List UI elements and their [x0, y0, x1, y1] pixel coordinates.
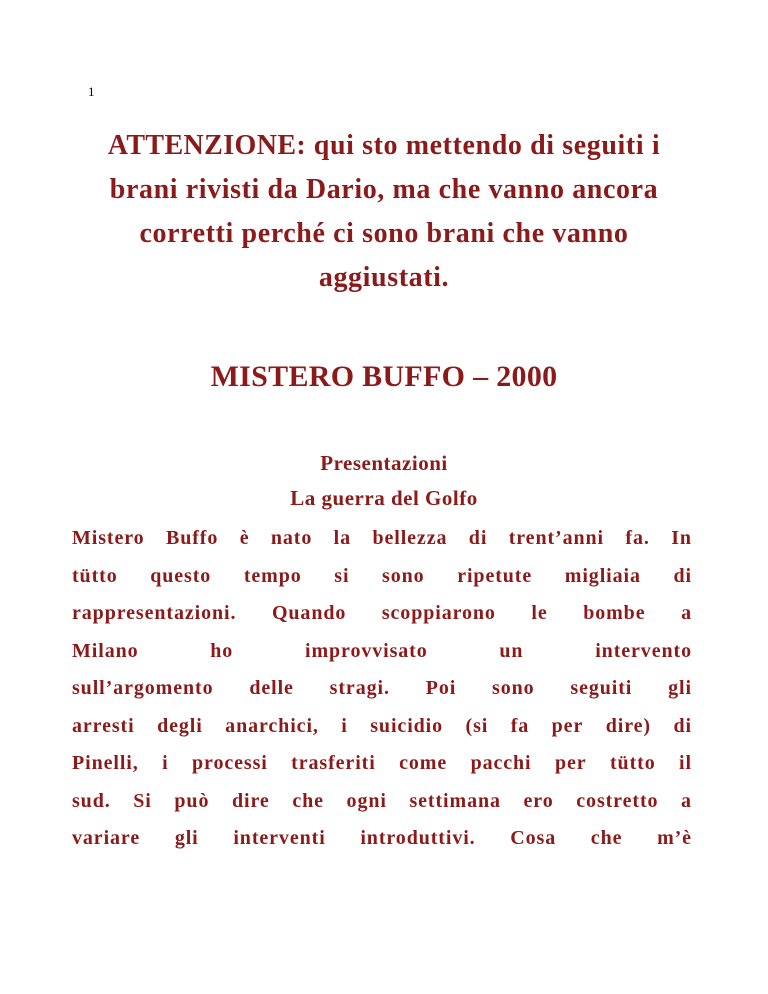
notice-lead: ATTENZIONE: [107, 130, 307, 161]
paragraph-word: degli [157, 714, 203, 737]
paragraph-word: seguiti [570, 677, 633, 699]
paragraph-line [72, 595, 692, 633]
paragraph-word: sono [492, 677, 535, 699]
paragraph-word: i [162, 752, 169, 774]
paragraph-word: per [554, 752, 587, 774]
paragraph-word: nato [270, 527, 313, 549]
paragraph-word: (si [465, 714, 489, 737]
paragraph-word: a [681, 789, 692, 812]
paragraph-word: a [681, 602, 692, 624]
paragraph-word: ero [523, 789, 554, 812]
paragraph-word: gli [668, 677, 692, 699]
paragraph-word: Pinelli, [72, 752, 139, 774]
paragraph-line [72, 633, 692, 671]
paragraph-word: m’è [657, 827, 692, 849]
paragraph-word: processi [192, 752, 268, 774]
paragraph-word: Mistero [72, 527, 145, 549]
notice-line: brani rivisti da Dario, ma che vanno ancora [109, 174, 659, 205]
paragraph-word: Poi [425, 677, 457, 699]
notice-line [70, 124, 698, 168]
paragraph-word: bellezza [372, 527, 448, 549]
paragraph-word: Si [133, 789, 152, 812]
notice-line: corretti perché ci sono brani che vanno [139, 218, 629, 249]
paragraph-word: costretto [576, 789, 659, 812]
paragraph-word: di [673, 564, 692, 587]
paragraph-word: i [341, 714, 348, 737]
paragraph-word: Milano [72, 639, 139, 662]
main-title: MISTERO BUFFO – 2000 [210, 360, 558, 393]
notice-line: aggiustati. [318, 262, 450, 293]
paragraph-word: tütto [609, 752, 656, 774]
paragraph-word: stragi. [329, 677, 390, 699]
section-subtitle: La guerra del Golfo [290, 486, 478, 510]
paragraph-word: la [333, 527, 352, 549]
paragraph-word: gli [174, 827, 199, 849]
paragraph-word: ho [210, 639, 234, 662]
paragraph-word: settimana [409, 789, 501, 812]
paragraph-word: In [671, 527, 692, 549]
paragraph-line [72, 820, 692, 858]
paragraph-word: delle [249, 677, 294, 699]
paragraph-word: interventi [233, 827, 326, 849]
paragraph-word: improvvisato [304, 639, 428, 662]
paragraph-word: trasferiti [291, 752, 376, 774]
paragraph-word: il [679, 752, 692, 774]
paragraph-word: che [292, 789, 324, 812]
paragraph-word: si [334, 564, 350, 587]
paragraph-word: ogni [346, 789, 387, 812]
paragraph-word: questo [150, 564, 212, 587]
paragraph-word: per [551, 714, 584, 737]
paragraph-line [72, 670, 692, 708]
paragraph-word: sull’argomento [72, 677, 214, 699]
paragraph-word: sud. [72, 789, 111, 812]
paragraph-line [72, 558, 692, 596]
paragraph-word: può [174, 789, 210, 812]
paragraph-line [72, 745, 692, 783]
paragraph-word: scoppiarono [381, 602, 496, 624]
body-paragraph [72, 520, 692, 858]
paragraph-word: suicidio [370, 714, 444, 737]
paragraph-word: un [499, 639, 524, 662]
paragraph-word: dire) [605, 714, 651, 737]
paragraph-word: fa. [625, 527, 650, 549]
paragraph-word: Quando [271, 602, 347, 624]
paragraph-word: tempo [243, 564, 302, 587]
paragraph-word: arresti [72, 714, 135, 737]
paragraph-word: è [239, 527, 250, 549]
paragraph-word: rappresentazioni. [72, 602, 237, 624]
paragraph-word: anarchici, [225, 714, 319, 737]
paragraph-word: migliaia [564, 564, 641, 587]
paragraph-word: Buffo [165, 527, 219, 549]
paragraph-word: pacchi [470, 752, 532, 774]
paragraph-line [72, 708, 692, 746]
paragraph-word: dire [232, 789, 270, 812]
paragraph-word: le [531, 602, 548, 624]
paragraph-word: introduttivi. [360, 827, 476, 849]
notice-heading [70, 124, 698, 300]
paragraph-word: che [590, 827, 623, 849]
paragraph-word: intervento [595, 639, 692, 662]
paragraph-word: sono [382, 564, 425, 587]
paragraph-word: fa [510, 714, 530, 737]
page-number: 1 [88, 84, 95, 99]
paragraph-word: di [673, 714, 692, 737]
paragraph-word: variare [72, 827, 141, 849]
paragraph-word: trent’anni [508, 527, 604, 549]
paragraph-word: ripetute [457, 564, 533, 587]
paragraph-word: come [399, 752, 448, 774]
paragraph-word: bombe [583, 602, 646, 624]
notice-lead-rest: qui sto mettendo di seguiti i [313, 130, 661, 161]
paragraph-line [72, 783, 692, 821]
paragraph-word: di [468, 527, 488, 549]
paragraph-word: tütto [72, 564, 118, 587]
section-title: Presentazioni [320, 451, 448, 475]
paragraph-line [72, 520, 692, 558]
paragraph-word: Cosa [510, 827, 557, 849]
